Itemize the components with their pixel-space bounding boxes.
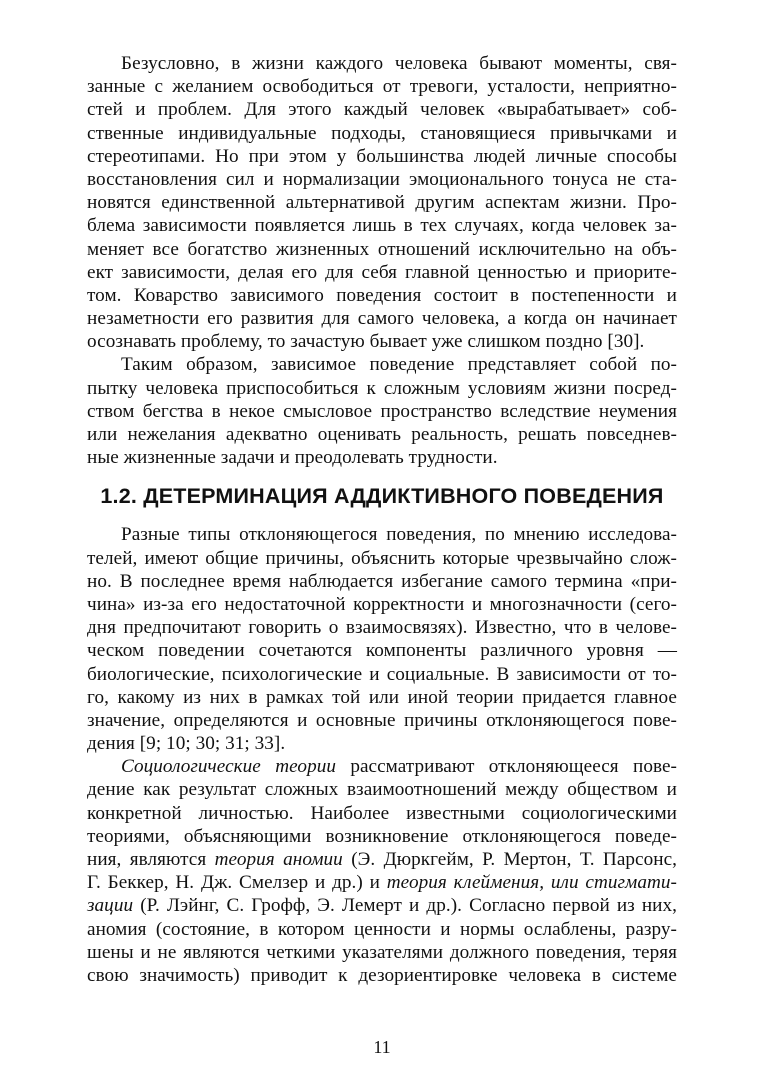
italic-term: зации xyxy=(87,895,134,917)
italic-term: теория аномии xyxy=(214,849,343,870)
paragraph-line: свою значимость) приводит к дезориентировке человека в системе xyxy=(87,964,677,986)
paragraph-line: телей, имеют общие причины, объяснить которые чрезвычайно слож- xyxy=(87,547,677,569)
paragraph-line: или нежелания адекватно оценивать реальность, решать повседнев- xyxy=(87,424,677,445)
paragraph-line: том. Коварство зависимого поведения состоит в постепенности и xyxy=(87,284,677,306)
paragraph-line: незаметности его развития для самого человека, а когда он начинает xyxy=(87,308,677,330)
paragraph-line: ческом поведении сочетаются компоненты различного уровня — xyxy=(87,640,677,662)
paragraph-line: ект зависимости, делая его для себя главной ценностью и приорите- xyxy=(87,261,677,283)
paragraph-line: ством бегства в некое смысловое пространство вследствие неумения xyxy=(87,400,677,422)
text-run: ния, являются xyxy=(87,849,215,870)
paragraph-line: значение, определяются и основные причины отклоняющегося пове- xyxy=(87,709,677,731)
text-run: рассматривают отклоняющееся пове- xyxy=(336,756,677,778)
text-run: Г. Беккер, Н. Дж. Смелзер и др.) и xyxy=(87,872,387,894)
paragraph-line: стей и проблем. Для этого каждый человек «вырабатывает» соб- xyxy=(87,99,677,121)
paragraph-1 xyxy=(87,52,677,353)
paragraph-line: Безусловно, в жизни каждого человека бывают моменты, свя- xyxy=(121,53,677,74)
paragraph-line: осознавать проблему, то зачастую бывает уже слишком поздно [30]. xyxy=(87,331,645,353)
paragraph-line: но. В последнее время наблюдается избегание самого термина «при- xyxy=(87,570,677,592)
paragraph-line: дение как результат сложных взаимоотношений между обществом и xyxy=(87,779,677,801)
paragraph-line: дения [9; 10; 30; 31; 33]. xyxy=(87,733,286,755)
page-number: 11 xyxy=(373,1037,391,1057)
paragraph-line: чина» из-за его недостаточной корректности и многозначности (сего- xyxy=(87,593,677,615)
paragraph-line xyxy=(87,871,677,894)
paragraph-line: восстановления сил и нормализации эмоционального тонуса не ста- xyxy=(87,168,677,190)
paragraph-line: дня предпочитают говорить о взаимосвязях). Известно, что в челове- xyxy=(87,617,677,639)
text-run: (Р. Лэйнг, С. Грофф, Э. Лемерт и др.). Согласно первой из них, xyxy=(133,895,677,917)
paragraph-line: стереотипами. Но при этом у большинства людей личные способы xyxy=(87,145,677,167)
paragraph-line: биологические, психологические и социальные. В зависимости от то- xyxy=(87,663,677,685)
text-run: (Э. Дюркгейм, Р. Мертон, Т. Парсонс, xyxy=(342,849,677,870)
page-content xyxy=(87,52,677,987)
paragraph-line: ственные индивидуальные подходы, становящиеся привычками и xyxy=(87,122,677,144)
paragraph-line: блема зависимости появляется лишь в тех случаях, когда человек за- xyxy=(87,215,677,237)
italic-term: теория клеймения, или стигмати- xyxy=(386,872,677,894)
paragraph-line: занные с желанием освободиться от тревоги, усталости, неприятно- xyxy=(87,76,677,98)
paragraph-3 xyxy=(87,523,677,755)
paragraph-line: шены и не являются четкими указателями должного поведения, теряя xyxy=(87,941,677,963)
paragraph-line: новятся единственной альтернативой другим аспектам жизни. Про- xyxy=(87,192,677,214)
paragraph-line xyxy=(87,755,677,778)
paragraph-line: Разные типы отклоняющегося поведения, по мнению исследова- xyxy=(121,524,677,546)
paragraph-line: аномия (состояние, в котором ценности и нормы ослаблены, разру- xyxy=(87,918,677,940)
paragraph-line xyxy=(87,894,677,917)
paragraph-line: меняет все богатство жизненных отношений исключительно на объ- xyxy=(87,238,677,260)
paragraph-line: ные жизненные задачи и преодолевать трудности. xyxy=(87,447,498,469)
paragraph-line: теориями, объясняющими возникновение отклоняющегося поведе- xyxy=(87,825,677,847)
paragraph-line: Таким образом, зависимое поведение представляет собой по- xyxy=(121,354,677,376)
section-heading: 1.2. ДЕТЕРМИНАЦИЯ АДДИКТИВНОГО ПОВЕДЕНИЯ xyxy=(100,484,664,509)
italic-term: Социологические теории xyxy=(121,756,336,778)
paragraph-2 xyxy=(87,353,677,469)
paragraph-line xyxy=(87,848,677,871)
paragraph-line: пытку человека приспособиться к сложным условиям жизни посред- xyxy=(87,377,677,399)
paragraph-4 xyxy=(87,755,677,987)
paragraph-line: конкретной личностью. Наиболее известными социологическими xyxy=(87,802,677,824)
paragraph-line: го, какому из них в рамках той или иной теории придается главное xyxy=(87,686,677,708)
